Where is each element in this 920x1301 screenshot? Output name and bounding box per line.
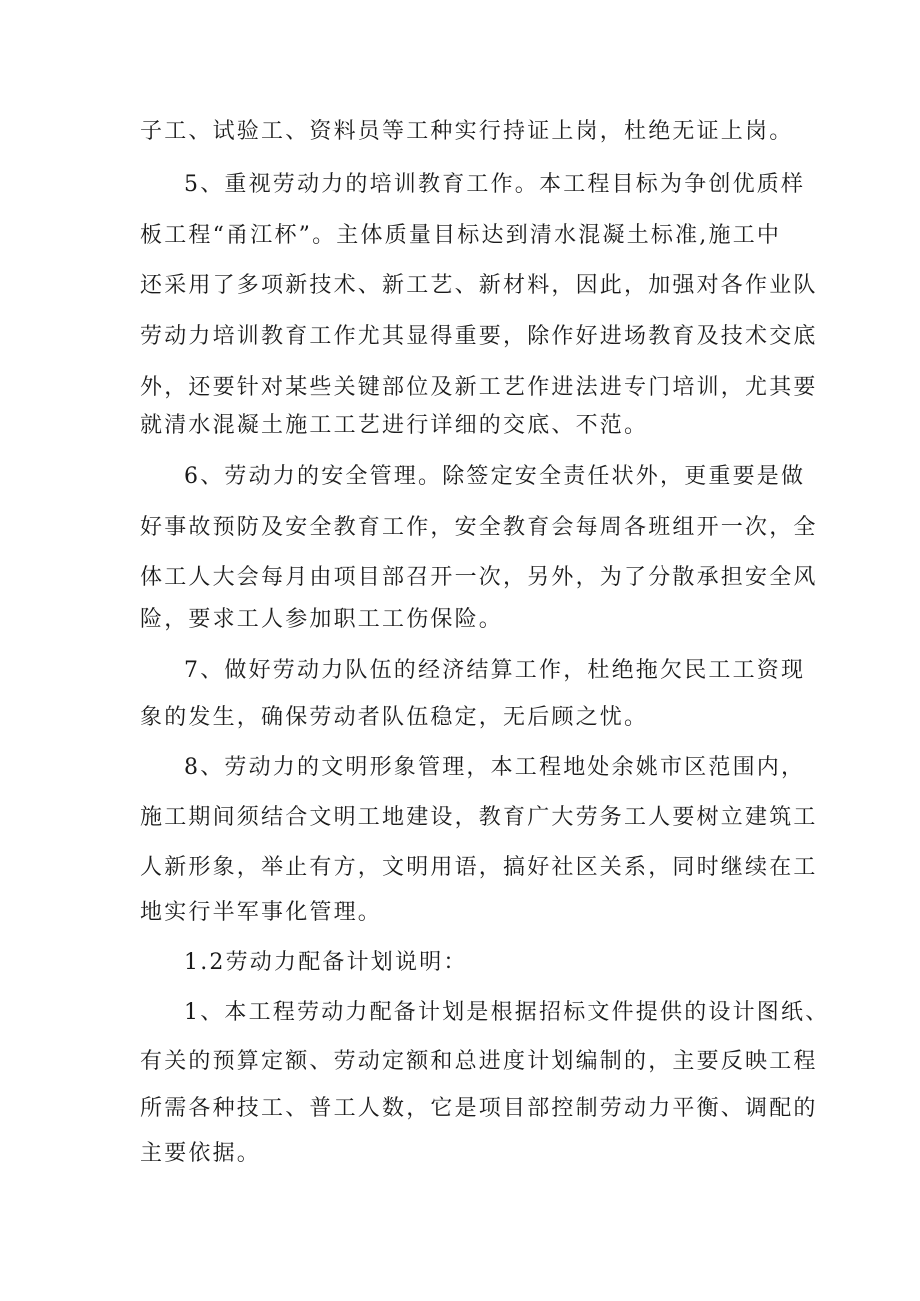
text-line: 就清水混凝土施工工艺进行详细的交底、不范。 — [140, 413, 649, 438]
text-line: 主要依据。 — [140, 1141, 262, 1166]
text-line: 所需各种技工、普工人数，它是项目部控制劳动力平衡、调配的 — [140, 1096, 818, 1121]
text-line: 体工人大会每月由项目部召开一次，另外，为了分散承担安全风 — [140, 565, 818, 590]
paragraph-5-start: 5、重视劳动力的培训教育工作。本工程目标为争创优质样 — [184, 172, 806, 197]
text-line: 人新形象，举止有方，文明用语，搞好社区关系，同时继续在工 — [140, 855, 818, 880]
paragraph-7-start: 7、做好劳动力队伍的经济结算工作，杜绝拖欠民工工资现 — [184, 658, 806, 683]
text-line: 子工、试验工、资料员等工种实行持证上岗，杜绝无证上岗。 — [140, 119, 794, 144]
text-line: 地实行半军事化管理。 — [140, 900, 383, 925]
text-line: 好事故预防及安全教育工作，安全教育会每周各班组开一次，全 — [140, 515, 818, 540]
text-line: 劳动力培训教育工作尤其显得重要，除作好进场教育及技术交底 — [140, 324, 818, 349]
text-line: 象的发生，确保劳动者队伍稳定，无后顾之忧。 — [140, 705, 649, 730]
paragraph-8-start: 8、劳动力的文明形象管理，本工程地处余姚市区范围内， — [184, 755, 806, 780]
paragraph-6-start: 6、劳动力的安全管理。除签定安全责任状外，更重要是做 — [184, 464, 806, 489]
text-line: 还采用了多项新技术、新工艺、新材料，因此，加强对各作业队 — [140, 273, 818, 298]
text-line: 外，还要针对某些关键部位及新工艺作进法进专门培训，尤其要 — [140, 375, 818, 400]
section-heading-1-2: 1.2劳动力配备计划说明： — [184, 950, 468, 975]
text-line: 施工期间须结合文明工地建设，教育广大劳务工人要树立建筑工 — [140, 805, 818, 830]
text-line: 有关的预算定额、劳动定额和总进度计划编制的，主要反映工程 — [140, 1049, 818, 1074]
text-line: 板工程“甬江杯”。主体质量目标达到清水混凝土标准,施工中 — [140, 223, 782, 248]
paragraph-1-start: 1、本工程劳动力配备计划是根据招标文件提供的设计图纸、 — [184, 1000, 830, 1025]
text-line: 险，要求工人参加职工工伤保险。 — [140, 607, 504, 632]
